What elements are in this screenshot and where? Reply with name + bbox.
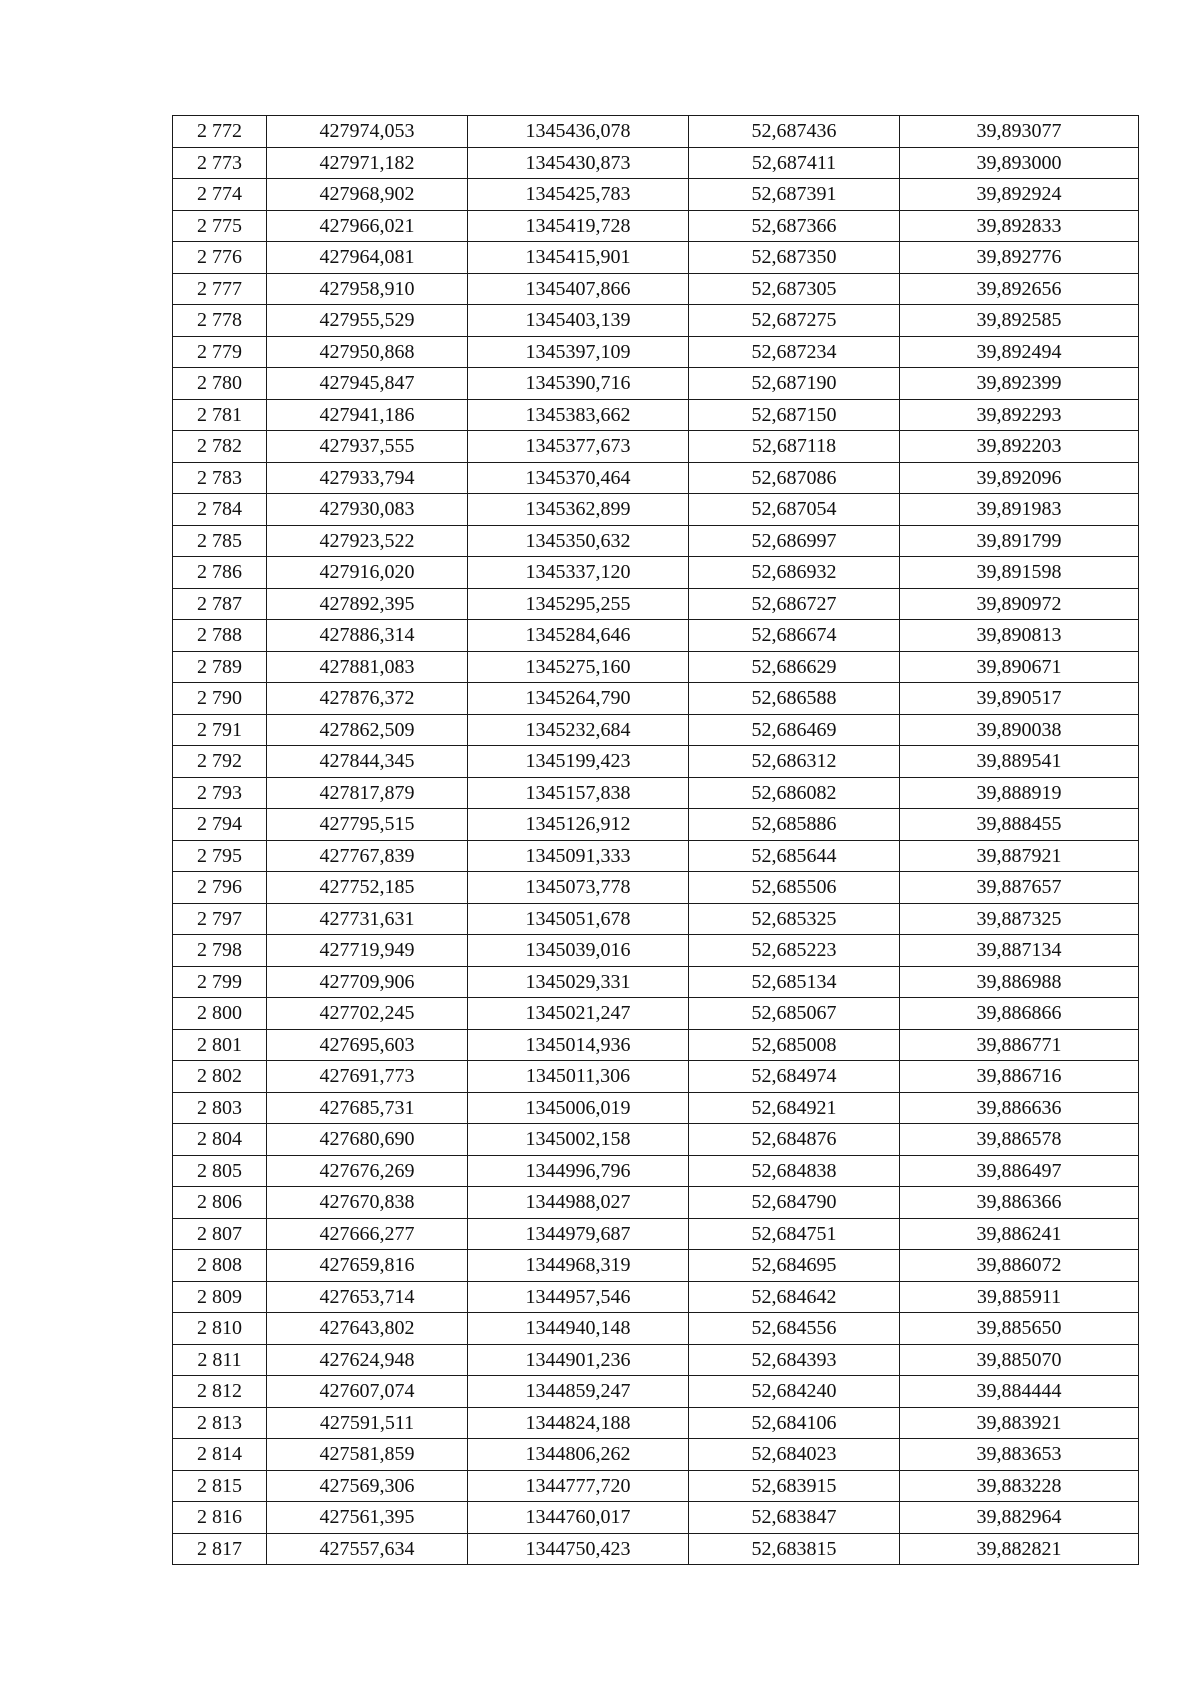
longitude-cell: 39,890038 (900, 714, 1139, 746)
longitude-cell: 39,890813 (900, 620, 1139, 652)
y-coordinate-cell: 1345397,109 (468, 336, 689, 368)
table-row (173, 620, 1139, 652)
x-coordinate-cell: 427876,372 (267, 683, 468, 715)
y-coordinate-cell: 1345415,901 (468, 242, 689, 274)
table-row (173, 809, 1139, 841)
table-row (173, 525, 1139, 557)
x-coordinate-cell: 427795,515 (267, 809, 468, 841)
y-coordinate-cell: 1345232,684 (468, 714, 689, 746)
table-row (173, 1376, 1139, 1408)
latitude-cell: 52,686674 (689, 620, 900, 652)
longitude-cell: 39,887921 (900, 840, 1139, 872)
point-number-cell: 2 789 (173, 651, 267, 683)
x-coordinate-cell: 427731,631 (267, 903, 468, 935)
latitude-cell: 52,687436 (689, 116, 900, 148)
latitude-cell: 52,687391 (689, 179, 900, 211)
point-number-cell: 2 814 (173, 1439, 267, 1471)
table-row (173, 683, 1139, 715)
longitude-cell: 39,891598 (900, 557, 1139, 589)
y-coordinate-cell: 1345029,331 (468, 966, 689, 998)
table-row (173, 242, 1139, 274)
x-coordinate-cell: 427702,245 (267, 998, 468, 1030)
point-number-cell: 2 802 (173, 1061, 267, 1093)
table-row (173, 1155, 1139, 1187)
x-coordinate-cell: 427569,306 (267, 1470, 468, 1502)
point-number-cell: 2 811 (173, 1344, 267, 1376)
table-row (173, 1124, 1139, 1156)
point-number-cell: 2 792 (173, 746, 267, 778)
longitude-cell: 39,892203 (900, 431, 1139, 463)
point-number-cell: 2 780 (173, 368, 267, 400)
x-coordinate-cell: 427974,053 (267, 116, 468, 148)
x-coordinate-cell: 427591,511 (267, 1407, 468, 1439)
latitude-cell: 52,687234 (689, 336, 900, 368)
x-coordinate-cell: 427937,555 (267, 431, 468, 463)
point-number-cell: 2 791 (173, 714, 267, 746)
latitude-cell: 52,683915 (689, 1470, 900, 1502)
table-row (173, 1470, 1139, 1502)
point-number-cell: 2 772 (173, 116, 267, 148)
table-row (173, 431, 1139, 463)
y-coordinate-cell: 1345039,016 (468, 935, 689, 967)
latitude-cell: 52,686082 (689, 777, 900, 809)
latitude-cell: 52,686932 (689, 557, 900, 589)
point-number-cell: 2 795 (173, 840, 267, 872)
latitude-cell: 52,685223 (689, 935, 900, 967)
y-coordinate-cell: 1344940,148 (468, 1313, 689, 1345)
y-coordinate-cell: 1345157,838 (468, 777, 689, 809)
table-row (173, 557, 1139, 589)
point-number-cell: 2 817 (173, 1533, 267, 1565)
table-row (173, 210, 1139, 242)
point-number-cell: 2 786 (173, 557, 267, 589)
table-row (173, 998, 1139, 1030)
latitude-cell: 52,685506 (689, 872, 900, 904)
x-coordinate-cell: 427666,277 (267, 1218, 468, 1250)
y-coordinate-cell: 1345419,728 (468, 210, 689, 242)
x-coordinate-cell: 427964,081 (267, 242, 468, 274)
table-row (173, 966, 1139, 998)
longitude-cell: 39,884444 (900, 1376, 1139, 1408)
table-row (173, 1533, 1139, 1565)
y-coordinate-cell: 1345295,255 (468, 588, 689, 620)
table-row (173, 872, 1139, 904)
longitude-cell: 39,892833 (900, 210, 1139, 242)
table-row (173, 1281, 1139, 1313)
table-row (173, 746, 1139, 778)
y-coordinate-cell: 1345011,306 (468, 1061, 689, 1093)
point-number-cell: 2 807 (173, 1218, 267, 1250)
y-coordinate-cell: 1345091,333 (468, 840, 689, 872)
y-coordinate-cell: 1345425,783 (468, 179, 689, 211)
point-number-cell: 2 794 (173, 809, 267, 841)
point-number-cell: 2 805 (173, 1155, 267, 1187)
x-coordinate-cell: 427881,083 (267, 651, 468, 683)
longitude-cell: 39,885070 (900, 1344, 1139, 1376)
table-row (173, 1092, 1139, 1124)
y-coordinate-cell: 1345430,873 (468, 147, 689, 179)
table-row (173, 1187, 1139, 1219)
y-coordinate-cell: 1344859,247 (468, 1376, 689, 1408)
longitude-cell: 39,886578 (900, 1124, 1139, 1156)
latitude-cell: 52,686629 (689, 651, 900, 683)
longitude-cell: 39,892924 (900, 179, 1139, 211)
latitude-cell: 52,684393 (689, 1344, 900, 1376)
y-coordinate-cell: 1345021,247 (468, 998, 689, 1030)
latitude-cell: 52,684921 (689, 1092, 900, 1124)
point-number-cell: 2 783 (173, 462, 267, 494)
table-row (173, 399, 1139, 431)
table-row (173, 1502, 1139, 1534)
x-coordinate-cell: 427607,074 (267, 1376, 468, 1408)
x-coordinate-cell: 427691,773 (267, 1061, 468, 1093)
table-row (173, 1313, 1139, 1345)
y-coordinate-cell: 1345199,423 (468, 746, 689, 778)
x-coordinate-cell: 427719,949 (267, 935, 468, 967)
longitude-cell: 39,885911 (900, 1281, 1139, 1313)
table-row (173, 116, 1139, 148)
latitude-cell: 52,685067 (689, 998, 900, 1030)
longitude-cell: 39,886716 (900, 1061, 1139, 1093)
y-coordinate-cell: 1344979,687 (468, 1218, 689, 1250)
latitude-cell: 52,684790 (689, 1187, 900, 1219)
longitude-cell: 39,886241 (900, 1218, 1139, 1250)
table-row (173, 1218, 1139, 1250)
longitude-cell: 39,886072 (900, 1250, 1139, 1282)
latitude-cell: 52,684838 (689, 1155, 900, 1187)
longitude-cell: 39,892494 (900, 336, 1139, 368)
y-coordinate-cell: 1345377,673 (468, 431, 689, 463)
point-number-cell: 2 800 (173, 998, 267, 1030)
longitude-cell: 39,893000 (900, 147, 1139, 179)
latitude-cell: 52,685134 (689, 966, 900, 998)
table-row (173, 714, 1139, 746)
point-number-cell: 2 779 (173, 336, 267, 368)
x-coordinate-cell: 427930,083 (267, 494, 468, 526)
y-coordinate-cell: 1344760,017 (468, 1502, 689, 1534)
longitude-cell: 39,886866 (900, 998, 1139, 1030)
x-coordinate-cell: 427557,634 (267, 1533, 468, 1565)
latitude-cell: 52,685644 (689, 840, 900, 872)
point-number-cell: 2 812 (173, 1376, 267, 1408)
x-coordinate-cell: 427933,794 (267, 462, 468, 494)
longitude-cell: 39,888919 (900, 777, 1139, 809)
x-coordinate-cell: 427581,859 (267, 1439, 468, 1471)
latitude-cell: 52,684974 (689, 1061, 900, 1093)
x-coordinate-cell: 427653,714 (267, 1281, 468, 1313)
longitude-cell: 39,887657 (900, 872, 1139, 904)
y-coordinate-cell: 1344957,546 (468, 1281, 689, 1313)
y-coordinate-cell: 1345362,899 (468, 494, 689, 526)
longitude-cell: 39,882821 (900, 1533, 1139, 1565)
latitude-cell: 52,687190 (689, 368, 900, 400)
table-row (173, 777, 1139, 809)
point-number-cell: 2 781 (173, 399, 267, 431)
x-coordinate-cell: 427862,509 (267, 714, 468, 746)
y-coordinate-cell: 1345403,139 (468, 305, 689, 337)
point-number-cell: 2 774 (173, 179, 267, 211)
table-row (173, 1061, 1139, 1093)
table-row (173, 336, 1139, 368)
point-number-cell: 2 809 (173, 1281, 267, 1313)
table-row (173, 494, 1139, 526)
table-row (173, 651, 1139, 683)
y-coordinate-cell: 1345337,120 (468, 557, 689, 589)
y-coordinate-cell: 1345264,790 (468, 683, 689, 715)
point-number-cell: 2 793 (173, 777, 267, 809)
latitude-cell: 52,687054 (689, 494, 900, 526)
table-row (173, 1344, 1139, 1376)
x-coordinate-cell: 427968,902 (267, 179, 468, 211)
y-coordinate-cell: 1345051,678 (468, 903, 689, 935)
longitude-cell: 39,882964 (900, 1502, 1139, 1534)
table-row (173, 368, 1139, 400)
longitude-cell: 39,883228 (900, 1470, 1139, 1502)
point-number-cell: 2 790 (173, 683, 267, 715)
x-coordinate-cell: 427767,839 (267, 840, 468, 872)
table-row (173, 273, 1139, 305)
latitude-cell: 52,684106 (689, 1407, 900, 1439)
table-row (173, 1029, 1139, 1061)
point-number-cell: 2 787 (173, 588, 267, 620)
x-coordinate-cell: 427886,314 (267, 620, 468, 652)
point-number-cell: 2 806 (173, 1187, 267, 1219)
longitude-cell: 39,883921 (900, 1407, 1139, 1439)
longitude-cell: 39,892656 (900, 273, 1139, 305)
y-coordinate-cell: 1344750,423 (468, 1533, 689, 1565)
latitude-cell: 52,684695 (689, 1250, 900, 1282)
y-coordinate-cell: 1344824,188 (468, 1407, 689, 1439)
latitude-cell: 52,685886 (689, 809, 900, 841)
latitude-cell: 52,686588 (689, 683, 900, 715)
point-number-cell: 2 778 (173, 305, 267, 337)
y-coordinate-cell: 1345275,160 (468, 651, 689, 683)
x-coordinate-cell: 427892,395 (267, 588, 468, 620)
x-coordinate-cell: 427685,731 (267, 1092, 468, 1124)
longitude-cell: 39,891799 (900, 525, 1139, 557)
point-number-cell: 2 796 (173, 872, 267, 904)
y-coordinate-cell: 1345390,716 (468, 368, 689, 400)
table-row (173, 179, 1139, 211)
y-coordinate-cell: 1344806,262 (468, 1439, 689, 1471)
y-coordinate-cell: 1345370,464 (468, 462, 689, 494)
longitude-cell: 39,892585 (900, 305, 1139, 337)
longitude-cell: 39,883653 (900, 1439, 1139, 1471)
table-row (173, 1407, 1139, 1439)
y-coordinate-cell: 1345284,646 (468, 620, 689, 652)
latitude-cell: 52,687150 (689, 399, 900, 431)
x-coordinate-cell: 427966,021 (267, 210, 468, 242)
x-coordinate-cell: 427971,182 (267, 147, 468, 179)
point-number-cell: 2 816 (173, 1502, 267, 1534)
longitude-cell: 39,886771 (900, 1029, 1139, 1061)
longitude-cell: 39,887325 (900, 903, 1139, 935)
x-coordinate-cell: 427643,802 (267, 1313, 468, 1345)
x-coordinate-cell: 427844,345 (267, 746, 468, 778)
longitude-cell: 39,890517 (900, 683, 1139, 715)
table-row (173, 1250, 1139, 1282)
point-number-cell: 2 801 (173, 1029, 267, 1061)
latitude-cell: 52,683815 (689, 1533, 900, 1565)
point-number-cell: 2 776 (173, 242, 267, 274)
x-coordinate-cell: 427695,603 (267, 1029, 468, 1061)
latitude-cell: 52,687086 (689, 462, 900, 494)
point-number-cell: 2 777 (173, 273, 267, 305)
point-number-cell: 2 797 (173, 903, 267, 935)
longitude-cell: 39,888455 (900, 809, 1139, 841)
y-coordinate-cell: 1344968,319 (468, 1250, 689, 1282)
latitude-cell: 52,687305 (689, 273, 900, 305)
longitude-cell: 39,889541 (900, 746, 1139, 778)
point-number-cell: 2 804 (173, 1124, 267, 1156)
coordinates-table (172, 115, 1139, 1565)
y-coordinate-cell: 1344996,796 (468, 1155, 689, 1187)
x-coordinate-cell: 427680,690 (267, 1124, 468, 1156)
point-number-cell: 2 773 (173, 147, 267, 179)
x-coordinate-cell: 427923,522 (267, 525, 468, 557)
longitude-cell: 39,892096 (900, 462, 1139, 494)
latitude-cell: 52,684751 (689, 1218, 900, 1250)
y-coordinate-cell: 1344901,236 (468, 1344, 689, 1376)
x-coordinate-cell: 427752,185 (267, 872, 468, 904)
point-number-cell: 2 808 (173, 1250, 267, 1282)
point-number-cell: 2 775 (173, 210, 267, 242)
y-coordinate-cell: 1345014,936 (468, 1029, 689, 1061)
x-coordinate-cell: 427709,906 (267, 966, 468, 998)
y-coordinate-cell: 1345436,078 (468, 116, 689, 148)
latitude-cell: 52,686727 (689, 588, 900, 620)
point-number-cell: 2 803 (173, 1092, 267, 1124)
y-coordinate-cell: 1345407,866 (468, 273, 689, 305)
point-number-cell: 2 815 (173, 1470, 267, 1502)
point-number-cell: 2 788 (173, 620, 267, 652)
x-coordinate-cell: 427676,269 (267, 1155, 468, 1187)
latitude-cell: 52,684023 (689, 1439, 900, 1471)
longitude-cell: 39,886497 (900, 1155, 1139, 1187)
latitude-cell: 52,687366 (689, 210, 900, 242)
x-coordinate-cell: 427624,948 (267, 1344, 468, 1376)
y-coordinate-cell: 1345126,912 (468, 809, 689, 841)
longitude-cell: 39,886366 (900, 1187, 1139, 1219)
point-number-cell: 2 784 (173, 494, 267, 526)
x-coordinate-cell: 427817,879 (267, 777, 468, 809)
point-number-cell: 2 799 (173, 966, 267, 998)
x-coordinate-cell: 427958,910 (267, 273, 468, 305)
longitude-cell: 39,892293 (900, 399, 1139, 431)
x-coordinate-cell: 427916,020 (267, 557, 468, 589)
table-row (173, 305, 1139, 337)
table-row (173, 903, 1139, 935)
point-number-cell: 2 782 (173, 431, 267, 463)
latitude-cell: 52,686312 (689, 746, 900, 778)
y-coordinate-cell: 1345006,019 (468, 1092, 689, 1124)
longitude-cell: 39,890671 (900, 651, 1139, 683)
x-coordinate-cell: 427950,868 (267, 336, 468, 368)
y-coordinate-cell: 1345383,662 (468, 399, 689, 431)
latitude-cell: 52,687350 (689, 242, 900, 274)
latitude-cell: 52,687411 (689, 147, 900, 179)
latitude-cell: 52,684556 (689, 1313, 900, 1345)
table-row (173, 840, 1139, 872)
y-coordinate-cell: 1345350,632 (468, 525, 689, 557)
x-coordinate-cell: 427941,186 (267, 399, 468, 431)
latitude-cell: 52,684642 (689, 1281, 900, 1313)
latitude-cell: 52,684876 (689, 1124, 900, 1156)
latitude-cell: 52,684240 (689, 1376, 900, 1408)
longitude-cell: 39,885650 (900, 1313, 1139, 1345)
point-number-cell: 2 798 (173, 935, 267, 967)
x-coordinate-cell: 427659,816 (267, 1250, 468, 1282)
latitude-cell: 52,685008 (689, 1029, 900, 1061)
longitude-cell: 39,892399 (900, 368, 1139, 400)
point-number-cell: 2 810 (173, 1313, 267, 1345)
y-coordinate-cell: 1344988,027 (468, 1187, 689, 1219)
longitude-cell: 39,892776 (900, 242, 1139, 274)
coordinates-table-body (173, 116, 1139, 1565)
latitude-cell: 52,686469 (689, 714, 900, 746)
x-coordinate-cell: 427945,847 (267, 368, 468, 400)
latitude-cell: 52,686997 (689, 525, 900, 557)
x-coordinate-cell: 427955,529 (267, 305, 468, 337)
table-row (173, 588, 1139, 620)
y-coordinate-cell: 1345073,778 (468, 872, 689, 904)
y-coordinate-cell: 1345002,158 (468, 1124, 689, 1156)
latitude-cell: 52,687118 (689, 431, 900, 463)
x-coordinate-cell: 427561,395 (267, 1502, 468, 1534)
table-row (173, 935, 1139, 967)
latitude-cell: 52,683847 (689, 1502, 900, 1534)
longitude-cell: 39,886988 (900, 966, 1139, 998)
latitude-cell: 52,685325 (689, 903, 900, 935)
point-number-cell: 2 813 (173, 1407, 267, 1439)
longitude-cell: 39,887134 (900, 935, 1139, 967)
table-row (173, 147, 1139, 179)
point-number-cell: 2 785 (173, 525, 267, 557)
latitude-cell: 52,687275 (689, 305, 900, 337)
longitude-cell: 39,891983 (900, 494, 1139, 526)
table-row (173, 462, 1139, 494)
table-row (173, 1439, 1139, 1471)
longitude-cell: 39,890972 (900, 588, 1139, 620)
x-coordinate-cell: 427670,838 (267, 1187, 468, 1219)
y-coordinate-cell: 1344777,720 (468, 1470, 689, 1502)
longitude-cell: 39,886636 (900, 1092, 1139, 1124)
longitude-cell: 39,893077 (900, 116, 1139, 148)
